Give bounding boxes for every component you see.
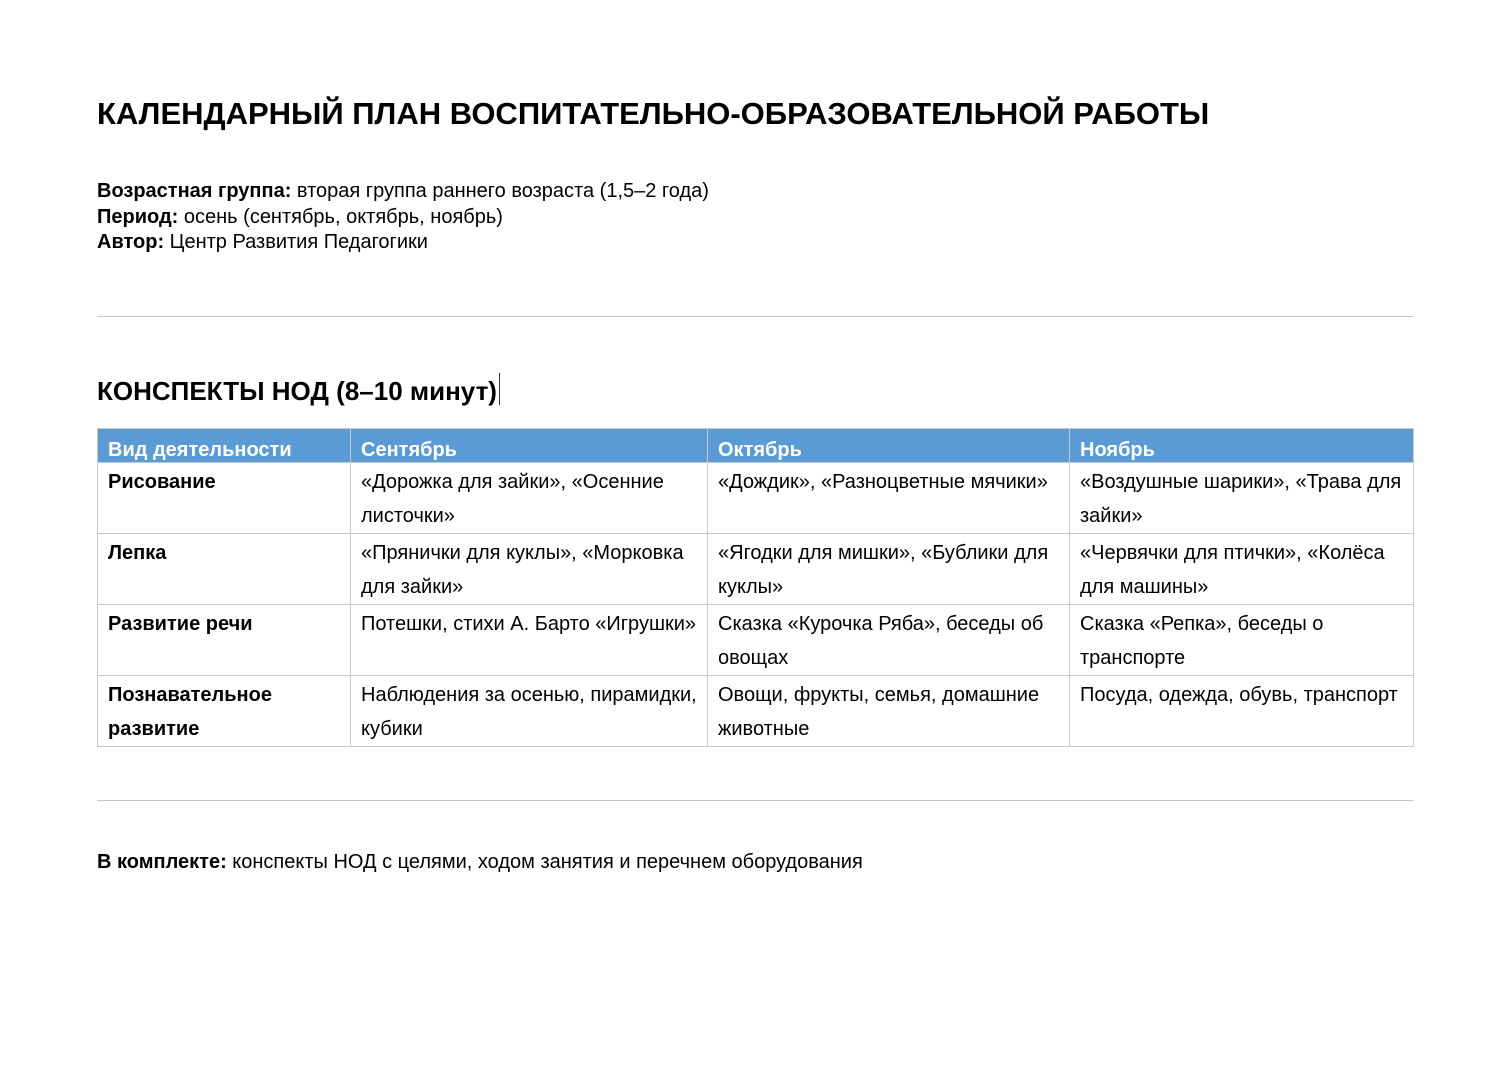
table-cell-activity: Лепка <box>98 534 351 605</box>
plan-table <box>97 428 1414 747</box>
meta-period <box>97 205 709 231</box>
table-cell: Овощи, фрукты, семья, домашние животные <box>708 676 1070 747</box>
meta-period-value: осень (сентябрь, октябрь, ноябрь) <box>178 205 503 228</box>
table-cell: «Червячки для птички», «Колёса для машины» <box>1070 534 1414 605</box>
meta-author-label: Автор: <box>97 231 165 253</box>
meta-period-label: Период: <box>97 205 179 228</box>
table-cell: «Прянички для куклы», «Морковка для зайки» <box>351 534 708 605</box>
table-cell: «Дорожка для зайки», «Осенние листочки» <box>351 463 708 534</box>
footer-label: В комплекте: <box>97 851 227 873</box>
document-title: КАЛЕНДАРНЫЙ ПЛАН ВОСПИТАТЕЛЬНО-ОБРАЗОВАТЕЛЬНОЙ РАБОТЫ <box>97 96 1210 131</box>
table-row <box>98 463 1414 534</box>
table-cell: Посуда, одежда, обувь, транспорт <box>1070 676 1414 747</box>
header-activity: Вид деятельности <box>98 429 351 463</box>
table-cell: Сказка «Курочка Ряба», беседы об овощах <box>708 605 1070 676</box>
table-cell: «Дождик», «Разноцветные мячики» <box>708 463 1070 534</box>
meta-age-group-label: Возрастная группа: <box>97 180 292 202</box>
table-cell: «Воздушные шарики», «Трава для зайки» <box>1070 463 1414 534</box>
meta-author-value: Центр Развития Педагогики <box>164 231 428 253</box>
table-cell-activity: Познавательное развитие <box>98 676 351 747</box>
table-row <box>98 676 1414 747</box>
table-row <box>98 534 1414 605</box>
header-september: Сентябрь <box>351 429 708 463</box>
meta-age-group-value: вторая группа раннего возраста (1,5–2 года) <box>291 180 709 202</box>
header-october: Октябрь <box>708 429 1070 463</box>
table-row <box>98 605 1414 676</box>
header-november: Ноябрь <box>1070 429 1414 463</box>
document-meta <box>97 179 709 256</box>
meta-age-group <box>97 179 709 205</box>
meta-author <box>97 230 709 256</box>
section-title-text: КОНСПЕКТЫ НОД (8–10 минут) <box>97 376 497 406</box>
table-header-row <box>98 429 1414 463</box>
footer-value: конспекты НОД с целями, ходом занятия и перечнем оборудования <box>226 851 863 873</box>
section-title[interactable] <box>97 373 500 409</box>
table-cell: «Ягодки для мишки», «Бублики для куклы» <box>708 534 1070 605</box>
text-cursor <box>499 373 500 405</box>
horizontal-divider <box>97 800 1413 801</box>
document-footer <box>97 849 863 875</box>
horizontal-divider <box>97 316 1413 317</box>
table-cell: Наблюдения за осенью, пирамидки, кубики <box>351 676 708 747</box>
table-cell: Сказка «Репка», беседы о транспорте <box>1070 605 1414 676</box>
table-cell-activity: Рисование <box>98 463 351 534</box>
table-cell: Потешки, стихи А. Барто «Игрушки» <box>351 605 708 676</box>
table-cell-activity: Развитие речи <box>98 605 351 676</box>
